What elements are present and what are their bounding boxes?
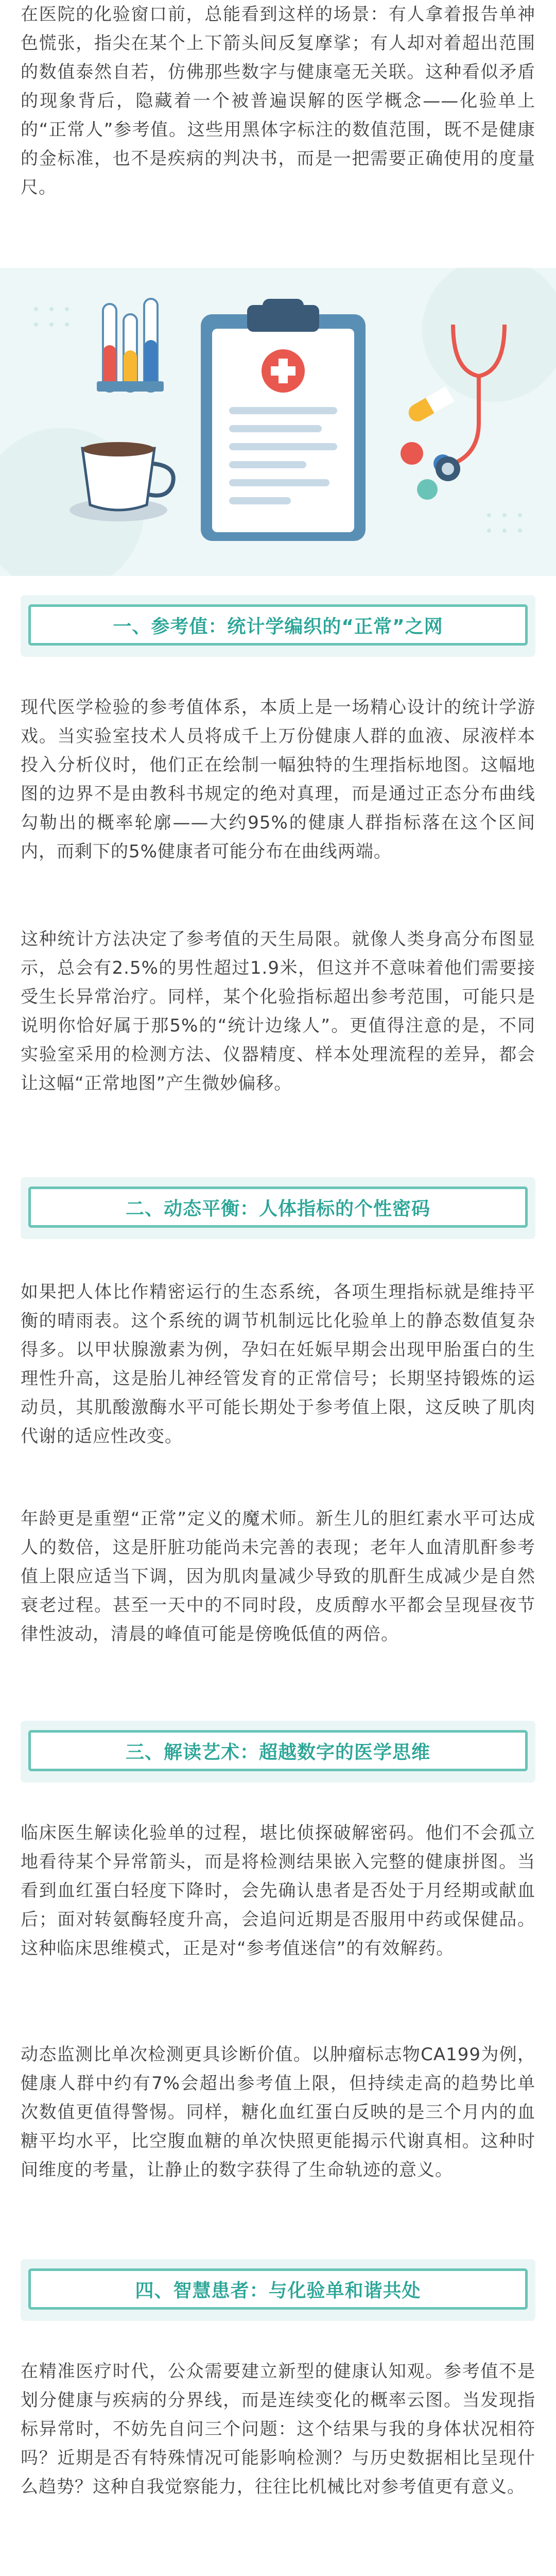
body-paragraph: 临床医生解读化验单的过程，堪比侦探破解密码。他们不会孤立地看待某个异常箭头，而是将检测结果嵌入完整的健康拼图。当看到血红蛋白轻度下降时，会先确认患者是否处于月经期或献血后；面对转氨酶轻度升高，会追问近期是否服用中药或保健品。这种临床思维模式，正是对“参考值迷信”的有效解药。 bbox=[21, 1823, 535, 1959]
body-paragraph: 这种统计方法决定了参考值的天生局限。就像人类身高分布图显示，总会有2.5%的男性超过1.9米，但这并不意味着他们需要接受生长异常治疗。同样，某个化验指标超出参考范围，可能只是说明你恰好属于那5%的“统计边缘人”。更值得注意的是，不同实验室采用的检测方法、仪器精度、样本处理流程的差异，都会让这幅“正常地图”产生微妙偏移。 bbox=[21, 929, 535, 1094]
section-heading-2-title: 二、动态平衡：人体指标的个性密码 bbox=[28, 1187, 528, 1228]
section-heading-1-title: 一、参考值：统计学编织的“正常”之网 bbox=[28, 604, 528, 646]
body-paragraph: 在精准医疗时代，公众需要建立新型的健康认知观。参考值不是划分健康与疾病的分界线，而是连续变化的概率云图。当发现指标异常时，不妨先自问三个问题：这个结果与我的身体状况相符吗？近期是否有特殊情况可能影响检测？与历史数据相比呈现什么趋势？这种自我觉察能力，往往比机械比对参考值更有意义。 bbox=[21, 2361, 535, 2497]
hero-illustration bbox=[0, 268, 556, 576]
section-heading-3-title: 三、解读艺术：超越数字的医学思维 bbox=[28, 1730, 528, 1771]
body-paragraph: 年龄更是重塑“正常”定义的魔术师。新生儿的胆红素水平可达成人的数倍，这是肝脏功能尚未完善的表现；老年人血清肌酐参考值上限应适当下调，因为肌肉量减少导致的肌酐生成减少是自然衰老过程。甚至一天中的不同时段，皮质醇水平都会呈现昼夜节律性波动，清晨的峰值可能是傍晚低值的两倍。 bbox=[21, 1509, 535, 1645]
section-heading-3 bbox=[21, 1721, 535, 1783]
medical-clipboard-illustration bbox=[0, 268, 556, 576]
section-heading-1 bbox=[21, 595, 535, 657]
section-heading-4-title: 四、智慧患者：与化验单和谐共处 bbox=[28, 2268, 528, 2310]
body-paragraph: 现代医学检验的参考值体系，本质上是一场精心设计的统计学游戏。当实验室技术人员将成千上万份健康人群的血液、尿液样本投入分析仪时，他们正在绘制一幅独特的生理指标地图。这幅地图的边界不是由教科书规定的绝对真理，而是通过正态分布曲线勾勒出的概率轮廓——大约95%的健康人群指标落在这个区间内，而剩下的5%健康者可能分布在曲线两端。 bbox=[21, 697, 535, 862]
clipboard-icon bbox=[201, 299, 366, 541]
section-heading-2 bbox=[21, 1177, 535, 1239]
intro-paragraph: 在医院的化验窗口前，总能看到这样的场景：有人拿着报告单神色慌张，指尖在某个上下箭头间反复摩挲；有人却对着超出范围的数值泰然自若，仿佛那些数字与健康毫无关联。这种看似矛盾的现象背后，隐藏着一个被普遍误解的医学概念——化验单上的“正常人”参考值。这些用黑体字标注的数值范围，既不是健康的金标准，也不是疾病的判决书，而是一把需要正确使用的度量尺。 bbox=[21, 4, 535, 198]
section-heading-4 bbox=[21, 2259, 535, 2321]
body-paragraph: 动态监测比单次检测更具诊断价值。以肿瘤标志物CA199为例，健康人群中约有7%会超出参考值上限，但持续走高的趋势比单次数值更值得警惕。同样，糖化血红蛋白反映的是三个月内的血糖平均水平，比空腹血糖的单次快照更能揭示代谢真相。这种时间维度的考量，让静止的数字获得了生命轨迹的意义。 bbox=[21, 2044, 535, 2180]
body-paragraph: 如果把人体比作精密运行的生态系统，各项生理指标就是维持平衡的晴雨表。这个系统的调节机制远比化验单上的静态数值复杂得多。以甲状腺激素为例，孕妇在妊娠早期会出现甲胎蛋白的生理性升高，这是胎儿神经管发育的正常信号；长期坚持锻炼的运动员，其肌酸激酶水平可能长期处于参考值上限，这反映了肌肉代谢的适应性改变。 bbox=[21, 1282, 535, 1447]
